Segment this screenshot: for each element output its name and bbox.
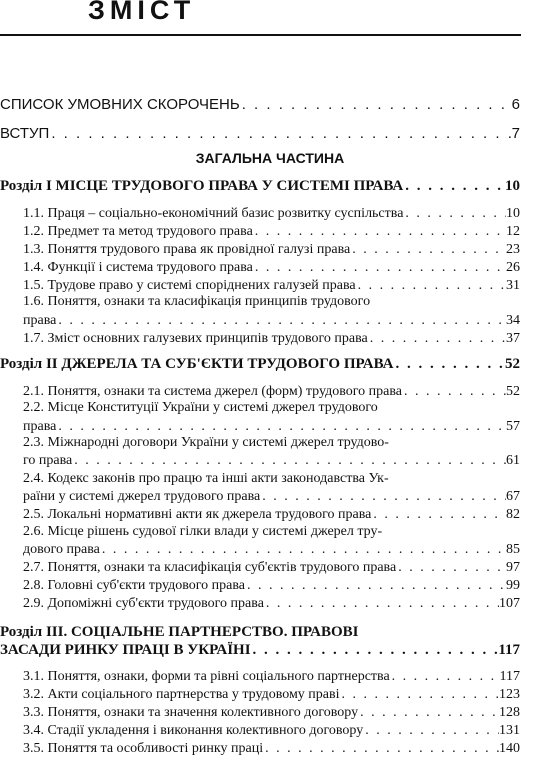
toc-entry-label: 1.2. Предмет та метод трудового права	[23, 224, 253, 239]
toc-entry-label: Розділ І МІСЦЕ ТРУДОВОГО ПРАВА У СИСТЕМІ ПРАВА	[0, 178, 404, 194]
toc-entry-label: 2.5. Локальні нормативні акти як джерела трудового права	[23, 507, 372, 522]
leader-dots	[371, 507, 506, 523]
toc-entry-page: 52	[505, 356, 520, 372]
toc-entry-page: 82	[506, 507, 520, 522]
toc-entry[interactable]	[23, 313, 520, 329]
leader-dots	[403, 206, 506, 222]
leader-dots	[245, 578, 506, 594]
toc-entry[interactable]	[23, 507, 520, 523]
page-title: ЗМІСТ	[88, 0, 196, 25]
toc-entry-label: 1.3. Поняття трудового права як провідної галузі права	[23, 242, 351, 257]
toc-entry-page: 23	[506, 242, 520, 257]
toc-entry-page: 37	[506, 331, 520, 346]
toc-entry[interactable]	[23, 384, 520, 400]
leader-dots	[358, 705, 499, 721]
toc-entry-label: 3.4. Стадії укладення і виконання колективного договору	[23, 723, 364, 738]
toc-entry[interactable]	[23, 578, 520, 594]
toc-entry-label: 3.2. Акти соціального партнерства у трудовому праві	[23, 687, 340, 702]
toc-entry[interactable]	[23, 596, 520, 612]
toc-entry[interactable]	[23, 542, 520, 558]
leader-dots	[253, 260, 506, 276]
toc-entry[interactable]	[23, 723, 520, 739]
toc-entry-label: 2.8. Головні суб'єкти трудового права	[23, 578, 245, 593]
toc-entry-page: 131	[499, 723, 520, 738]
toc-entry-label[interactable]: 2.2. Місце Конституції України у системі джерел трудового	[23, 400, 378, 415]
toc-entry-label[interactable]: 2.6. Місце рішень судової гілки влади у системі джерел тру-	[23, 524, 383, 539]
toc-entry-label: ЗАСАДИ РИНКУ ПРАЦІ В УКРАЇНІ	[0, 642, 251, 658]
leader-dots	[72, 453, 506, 469]
leader-dots	[350, 242, 506, 258]
leader-dots	[100, 542, 506, 558]
toc-entry[interactable]	[23, 224, 520, 240]
toc-entry[interactable]	[23, 419, 520, 435]
toc-entry-label: 1.1. Праця – соціально-економічний базис розвитку суспільства	[23, 206, 404, 221]
toc-entry[interactable]	[23, 260, 520, 276]
toc-entry-label: го права	[23, 453, 73, 468]
toc-entry-page: 107	[499, 596, 520, 611]
toc-entry-label: СПИСОК УМОВНИХ СКОРОЧЕНЬ	[0, 96, 240, 113]
toc-entry[interactable]	[0, 96, 520, 113]
toc-entry-label: 1.5. Трудове право у системі споріднених галузей права	[23, 278, 356, 293]
toc-entry-page: 10	[506, 206, 520, 221]
toc-entry-page: 123	[499, 687, 520, 702]
toc-entry[interactable]	[23, 489, 520, 505]
toc-entry-page: 67	[506, 489, 520, 504]
leader-dots	[264, 596, 499, 612]
toc-entry-page: 99	[506, 578, 520, 593]
toc-entry-page: 6	[511, 96, 520, 113]
toc-entry-label: права	[23, 419, 57, 434]
toc-entry-label: права	[23, 313, 57, 328]
leader-dots	[368, 331, 506, 347]
toc-entry-label[interactable]: 1.6. Поняття, ознаки та класифікація принципів трудового	[23, 294, 371, 309]
leader-dots	[240, 96, 512, 113]
leader-dots	[356, 278, 506, 294]
leader-dots	[251, 642, 499, 659]
toc-entry-page: 61	[506, 453, 520, 468]
toc-entry-label: 1.4. Функції і система трудового права	[23, 260, 253, 275]
toc-entry[interactable]	[23, 741, 520, 757]
toc-entry[interactable]	[23, 687, 520, 703]
toc-entry-label[interactable]: 2.4. Кодекс законів про працю та інші акти законодавства Ук-	[23, 471, 389, 486]
toc-entry[interactable]	[0, 125, 520, 142]
toc-entry-page: 34	[506, 313, 520, 328]
toc-entry-label: 2.9. Допоміжні суб'єкти трудового права	[23, 596, 264, 611]
leader-dots	[56, 419, 506, 435]
toc-entry[interactable]	[23, 705, 520, 721]
toc-entry[interactable]	[23, 242, 520, 258]
toc-entry[interactable]	[23, 453, 520, 469]
leader-dots	[390, 669, 500, 685]
toc-entry-label: 2.7. Поняття, ознаки та класифікація суб'єктів трудового права	[23, 560, 397, 575]
toc-entry[interactable]	[23, 669, 520, 685]
toc-entry-label: ВСТУП	[0, 125, 50, 142]
leader-dots	[263, 741, 499, 757]
toc-entry-page: 85	[506, 542, 520, 557]
toc-entry-page: 117	[498, 642, 520, 658]
leader-dots	[363, 723, 499, 739]
toc-entry-page: 26	[506, 260, 520, 275]
leader-dots	[253, 224, 506, 240]
toc-entry-label[interactable]: 2.3. Міжнародні договори України у системі джерел трудово-	[23, 435, 389, 450]
toc-entry-page: 12	[506, 224, 520, 239]
toc-entry[interactable]	[23, 560, 520, 576]
toc-entry-page: 7	[511, 125, 520, 142]
toc-chapter[interactable]	[0, 356, 520, 373]
leader-dots	[403, 178, 505, 195]
toc-entry-label: 3.5. Поняття та особливості ринку праці	[23, 741, 264, 756]
toc-entry-label: 3.1. Поняття, ознаки, форми та рівні соціального партнерства	[23, 669, 390, 684]
toc-entry-page: 52	[506, 384, 520, 399]
leader-dots	[56, 313, 506, 329]
toc-entry-label: 3.3. Поняття, ознаки та значення колективного договору	[23, 705, 359, 720]
toc-entry-page: 140	[499, 741, 520, 756]
toc-entry-page: 31	[506, 278, 520, 293]
toc-chapter[interactable]	[0, 642, 520, 659]
toc-chapter-label[interactable]: Розділ ІІІ. СОЦІАЛЬНЕ ПАРТНЕРСТВО. ПРАВОВІ	[0, 624, 359, 640]
leader-dots	[260, 489, 506, 505]
toc-entry[interactable]	[23, 278, 520, 294]
toc-entry-page: 10	[505, 178, 520, 194]
leader-dots	[49, 125, 511, 142]
toc-entry[interactable]	[23, 331, 520, 347]
leader-dots	[340, 687, 499, 703]
toc-entry-label: 1.7. Зміст основних галузевих принципів трудового права	[23, 331, 368, 346]
toc-entry[interactable]	[23, 206, 520, 222]
toc-entry-page: 57	[506, 419, 520, 434]
toc-entry-label: дового права	[23, 542, 100, 557]
toc-entry-page: 117	[499, 669, 520, 684]
leader-dots	[402, 384, 506, 400]
leader-dots	[394, 356, 506, 373]
toc-entry-label: раїни у системі джерел трудового права	[23, 489, 261, 504]
toc-entry-label: Розділ ІІ ДЖЕРЕЛА ТА СУБ'ЄКТИ ТРУДОВОГО ПРАВА	[0, 356, 394, 372]
toc-entry-page: 128	[499, 705, 520, 720]
toc-entry-page: 97	[506, 560, 520, 575]
toc-entry-label: 2.1. Поняття, ознаки та система джерел (форм) трудового права	[23, 384, 402, 399]
title-underline	[0, 34, 521, 36]
toc-chapter[interactable]	[0, 178, 520, 195]
leader-dots	[396, 560, 506, 576]
part-heading: ЗАГАЛЬНА ЧАСТИНА	[195, 150, 345, 166]
